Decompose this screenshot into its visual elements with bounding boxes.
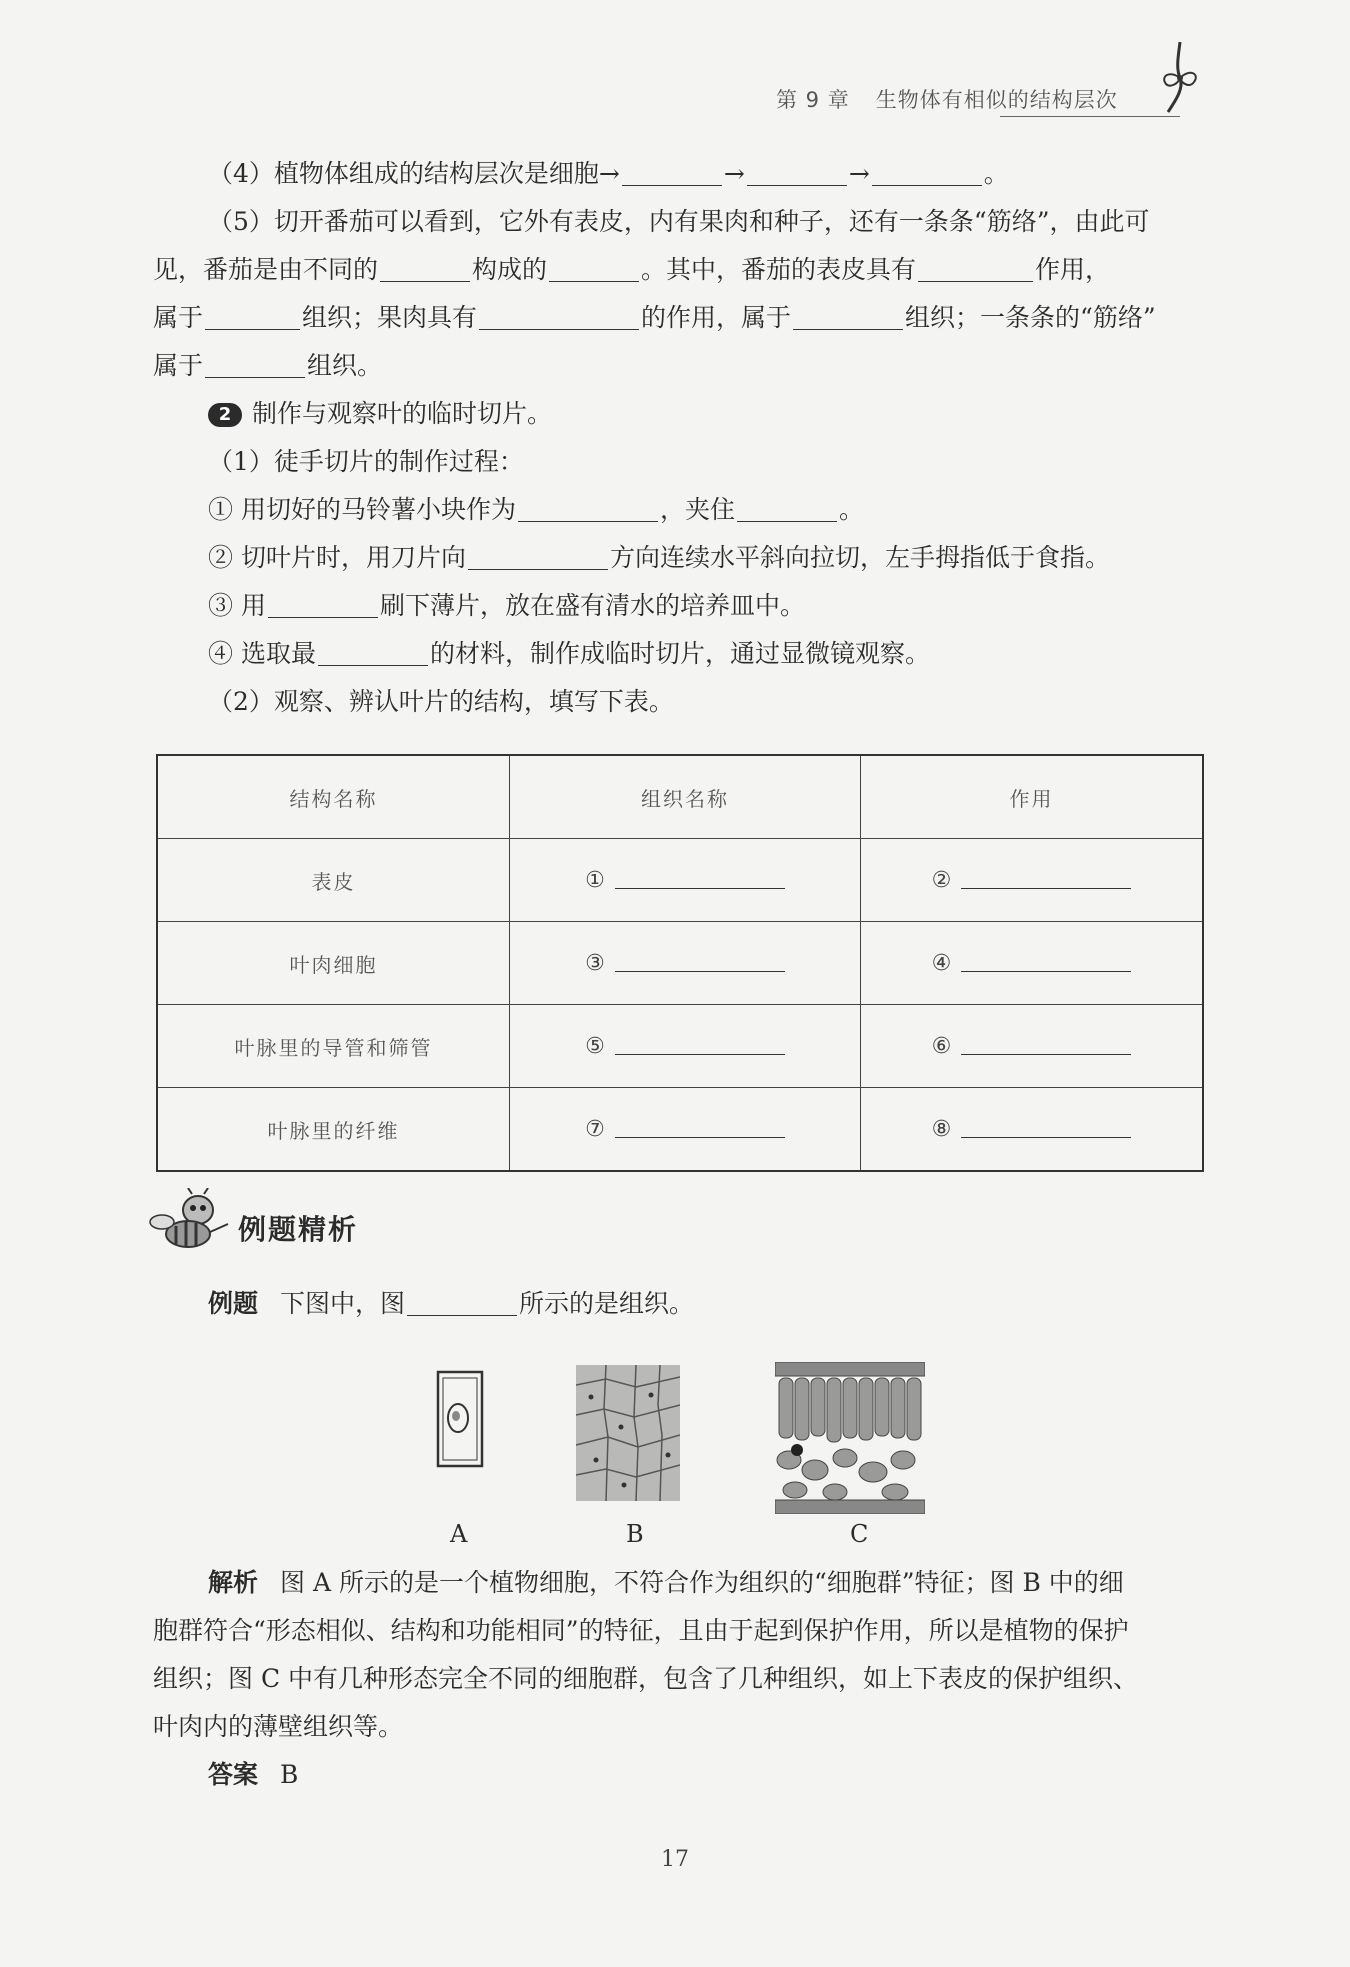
text: 方向连续水平斜向拉切，左手拇指低于食指。 xyxy=(609,543,1110,572)
page-number: 17 xyxy=(661,1847,689,1872)
text: 组织；一条条的“筋络” xyxy=(905,303,1156,332)
item-4-end: 。 xyxy=(983,159,1009,188)
structure-name: 表皮 xyxy=(157,839,510,922)
chapter-title: 生物体有相似的结构层次 xyxy=(875,88,1118,112)
figure-c-leaf-cross-section xyxy=(775,1362,925,1514)
text: 属于 xyxy=(153,351,204,380)
answer-blank[interactable] xyxy=(268,587,378,618)
text: 见，番茄是由不同的 xyxy=(153,255,379,284)
answer-label: 答案 xyxy=(208,1760,259,1789)
question-2-title xyxy=(153,390,1215,438)
function-cell[interactable] xyxy=(861,839,1204,922)
leaf-structure-table xyxy=(156,754,1204,1172)
q2-step3 xyxy=(153,582,1215,630)
text: ，夹住 xyxy=(659,495,735,524)
text: ④ 选取最 xyxy=(208,639,316,668)
answer-blank[interactable] xyxy=(747,155,847,186)
figure-a-plant-cell xyxy=(432,1360,492,1478)
answer-blank[interactable] xyxy=(407,1285,517,1316)
blank-number: ② xyxy=(931,867,954,893)
text: 作用， xyxy=(1035,255,1111,284)
text: 组织；果肉具有 xyxy=(302,303,478,332)
structure-name: 叶脉里的纤维 xyxy=(157,1088,510,1172)
function-cell[interactable] xyxy=(861,1088,1204,1172)
bee-mascot-icon xyxy=(148,1188,233,1258)
item-4-text: （4）植物体组成的结构层次是细胞→ xyxy=(208,159,620,188)
answer-blank[interactable] xyxy=(615,971,785,972)
answer-blank[interactable] xyxy=(918,251,1033,282)
function-cell[interactable] xyxy=(861,1005,1204,1088)
blank-number: ① xyxy=(585,867,607,893)
answer-blank[interactable] xyxy=(479,299,639,330)
floral-ornament-icon xyxy=(1150,38,1210,118)
table-row xyxy=(157,1005,1203,1088)
figure-b-epidermis-tissue xyxy=(576,1365,680,1501)
arrow: → xyxy=(848,159,870,188)
answer-blank[interactable] xyxy=(961,971,1131,972)
blank-number: ⑦ xyxy=(585,1116,607,1142)
text: 属于 xyxy=(153,303,204,332)
answer-value: B xyxy=(280,1760,299,1789)
table-header: 组织名称 xyxy=(510,755,861,839)
chapter-number: 第 9 章 xyxy=(776,88,850,112)
q2-sub1: （1）徒手切片的制作过程： xyxy=(208,447,524,476)
example-line xyxy=(153,1280,1215,1328)
example-section-header xyxy=(148,1188,359,1258)
answer-blank[interactable] xyxy=(205,299,300,330)
text: ② 切叶片时，用刀片向 xyxy=(208,543,466,572)
item-5-line-1: （5）切开番茄可以看到，它外有表皮，内有果肉和种子，还有一条条“筋络”，由此可 xyxy=(208,207,1150,236)
q2-step2 xyxy=(153,534,1215,582)
q2-step4 xyxy=(153,630,1215,678)
tissue-cell[interactable] xyxy=(510,839,861,922)
analysis-line-4: 叶肉内的薄壁组织等。 xyxy=(153,1712,404,1741)
figure-label: B xyxy=(626,1520,644,1548)
table-row xyxy=(157,922,1203,1005)
structure-name: 叶肉细胞 xyxy=(157,922,510,1005)
text: 刷下薄片，放在盛有清水的培养皿中。 xyxy=(379,591,805,620)
answer-blank[interactable] xyxy=(615,1137,785,1138)
answer-blank[interactable] xyxy=(518,491,658,522)
answer-blank[interactable] xyxy=(737,491,837,522)
item-4 xyxy=(153,150,1215,198)
answer-blank[interactable] xyxy=(793,299,903,330)
analysis-line-3: 组织；图 C 中有几种形态完全不同的细胞群，包含了几种组织，如上下表皮的保护组织、 xyxy=(153,1664,1139,1693)
table-header: 作用 xyxy=(861,755,1204,839)
question-number-badge: 2 xyxy=(208,403,242,427)
structure-name: 叶脉里的导管和筛管 xyxy=(157,1005,510,1088)
item-5-line-3 xyxy=(153,294,1215,342)
tissue-cell[interactable] xyxy=(510,1005,861,1088)
example-question xyxy=(153,1280,1215,1328)
chapter-header xyxy=(776,84,1118,114)
answer-blank[interactable] xyxy=(615,1054,785,1055)
answer-blank[interactable] xyxy=(549,251,639,282)
answer-blank[interactable] xyxy=(615,888,785,889)
answer-blank[interactable] xyxy=(622,155,722,186)
example-label: 例题 xyxy=(208,1289,259,1318)
item-5-line-4 xyxy=(153,342,1215,390)
text: ③ 用 xyxy=(208,591,266,620)
question-1-section xyxy=(153,150,1215,726)
tissue-cell[interactable] xyxy=(510,922,861,1005)
text: 的材料，制作成临时切片，通过显微镜观察。 xyxy=(429,639,930,668)
answer-blank[interactable] xyxy=(318,635,428,666)
figure-label: C xyxy=(850,1520,869,1548)
blank-number: ⑤ xyxy=(585,1033,607,1059)
answer-blank[interactable] xyxy=(961,1054,1131,1055)
figure-label: A xyxy=(450,1520,468,1548)
table-row xyxy=(157,839,1203,922)
text: ① 用切好的马铃薯小块作为 xyxy=(208,495,516,524)
text: 。其中，番茄的表皮具有 xyxy=(641,255,917,284)
function-cell[interactable] xyxy=(861,922,1204,1005)
text: 组织。 xyxy=(307,351,383,380)
text: 。 xyxy=(838,495,864,524)
analysis-section xyxy=(153,1559,1215,1799)
answer-blank[interactable] xyxy=(468,539,608,570)
section-title: 例题精析 xyxy=(238,1213,359,1246)
tissue-cell[interactable] xyxy=(510,1088,861,1172)
text: 图 A 所示的是一个植物细胞，不符合作为组织的“细胞群”特征；图 B 中的细 xyxy=(280,1568,1124,1597)
arrow: → xyxy=(723,159,745,188)
blank-number: ⑥ xyxy=(931,1033,954,1059)
item-5-line-2 xyxy=(153,246,1215,294)
text: 的作用，属于 xyxy=(641,303,792,332)
answer-line xyxy=(153,1751,1215,1799)
analysis-line-1 xyxy=(153,1559,1215,1607)
answer-blank[interactable] xyxy=(205,347,305,378)
text: 构成的 xyxy=(472,255,548,284)
q2-step1 xyxy=(153,486,1215,534)
answer-blank[interactable] xyxy=(380,251,470,282)
table-header-row xyxy=(157,755,1203,839)
table-header: 结构名称 xyxy=(157,755,510,839)
text: 下图中，图 xyxy=(280,1289,406,1318)
analysis-label: 解析 xyxy=(208,1568,259,1597)
question-2-text: 制作与观察叶的临时切片。 xyxy=(252,399,553,428)
answer-blank[interactable] xyxy=(961,888,1131,889)
blank-number: ④ xyxy=(931,950,954,976)
analysis-line-2: 胞群符合“形态相似、结构和功能相同”的特征，且由于起到保护作用，所以是植物的保护 xyxy=(153,1616,1129,1645)
answer-blank[interactable] xyxy=(872,155,982,186)
answer-blank[interactable] xyxy=(961,1137,1131,1138)
blank-number: ⑧ xyxy=(931,1116,954,1142)
table-row xyxy=(157,1088,1203,1172)
q2-sub2: （2）观察、辨认叶片的结构，填写下表。 xyxy=(208,687,674,716)
blank-number: ③ xyxy=(585,950,607,976)
text: 所示的是组织。 xyxy=(519,1289,695,1318)
